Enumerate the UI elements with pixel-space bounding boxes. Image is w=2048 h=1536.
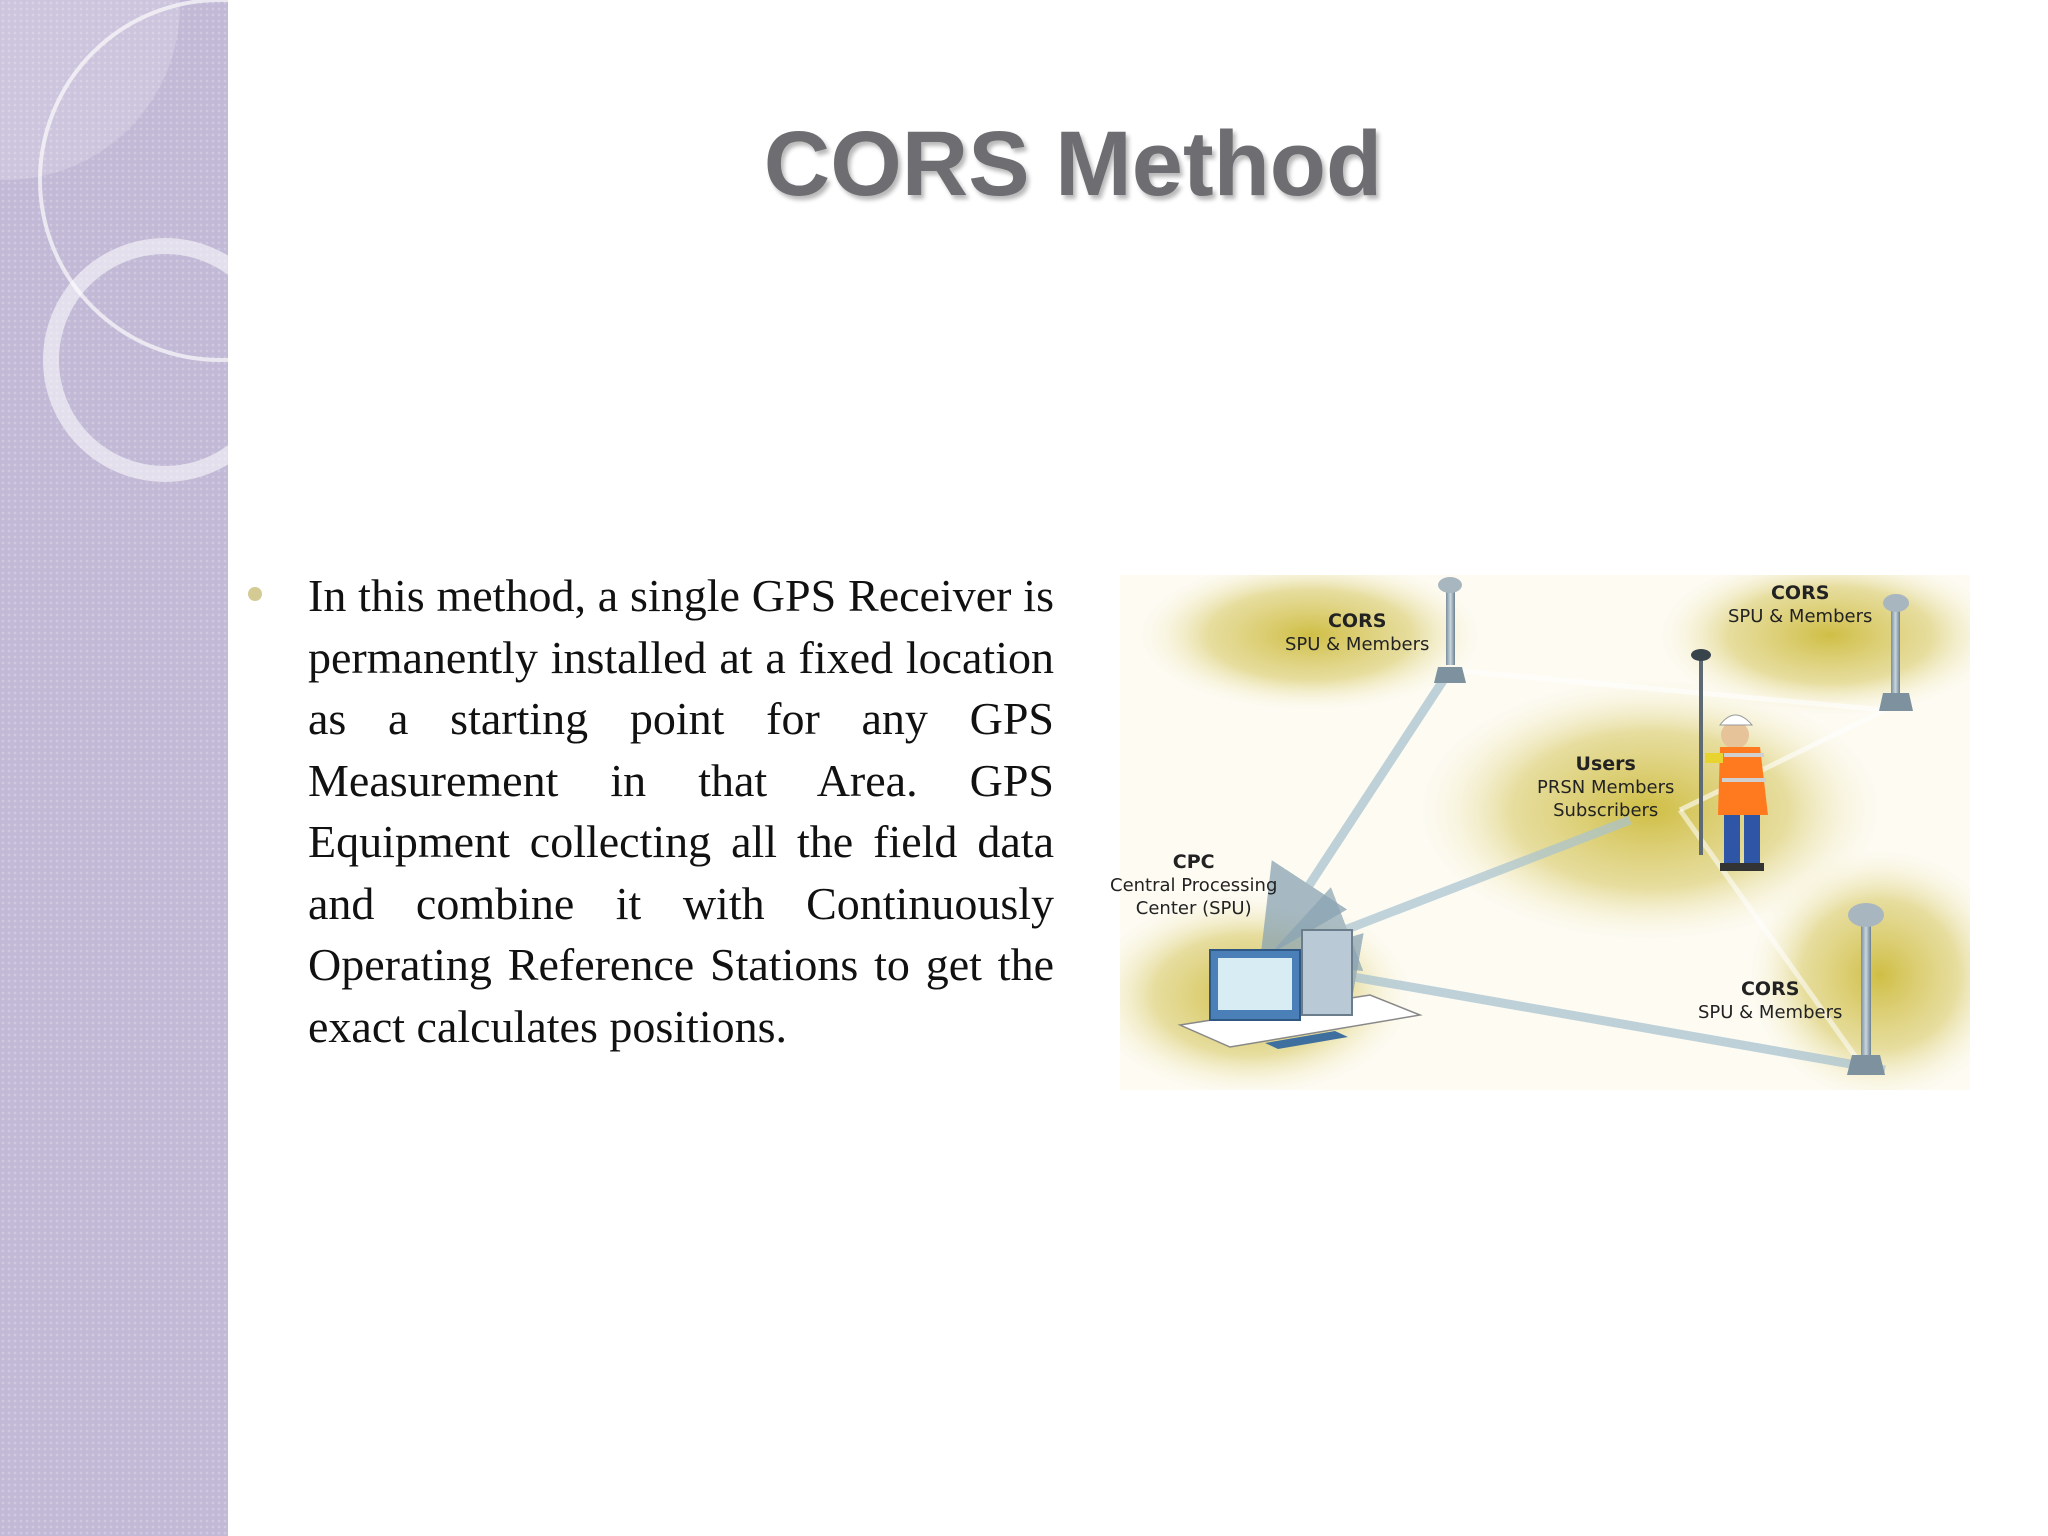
cpc-title: CPC (1172, 851, 1215, 873)
bullet-item: In this method, a single GPS Receiver is permanently installed at a fixed location as a starting point for any GPS Measurement in that Area. GPS Equipment collecting all the field data and combine it with Continuously Operating Reference Stations to get the exact calculates positions. (308, 570, 1054, 1052)
decorative-circles (0, 0, 228, 1536)
cors-network-diagram (1110, 575, 1970, 1090)
cors-bottom-right-title: CORS (1740, 978, 1800, 1000)
label-cors-top-right (1728, 582, 1872, 628)
users-line1: PRSN Members (1537, 777, 1675, 798)
label-cors-top-left (1285, 610, 1429, 656)
sidebar-decoration (0, 0, 228, 1536)
users-title: Users (1575, 753, 1636, 775)
label-cors-bottom-right (1698, 978, 1842, 1024)
cors-top-right-subtitle: SPU & Members (1728, 606, 1873, 627)
label-users (1537, 753, 1674, 822)
slide-title: CORS Method (763, 113, 1383, 215)
users-line2: Subscribers (1553, 800, 1659, 821)
cors-top-left-subtitle: SPU & Members (1285, 634, 1430, 655)
cors-top-left-title: CORS (1327, 610, 1387, 632)
cpc-line2: Center (SPU) (1135, 898, 1252, 919)
diagram-illustration (1120, 575, 1970, 1090)
bullet-dot-icon (248, 587, 262, 601)
cors-bottom-right-subtitle: SPU & Members (1698, 1002, 1843, 1023)
label-cpc (1110, 851, 1277, 920)
cors-top-right-title: CORS (1770, 582, 1830, 604)
cpc-line1: Central Processing (1110, 875, 1278, 896)
